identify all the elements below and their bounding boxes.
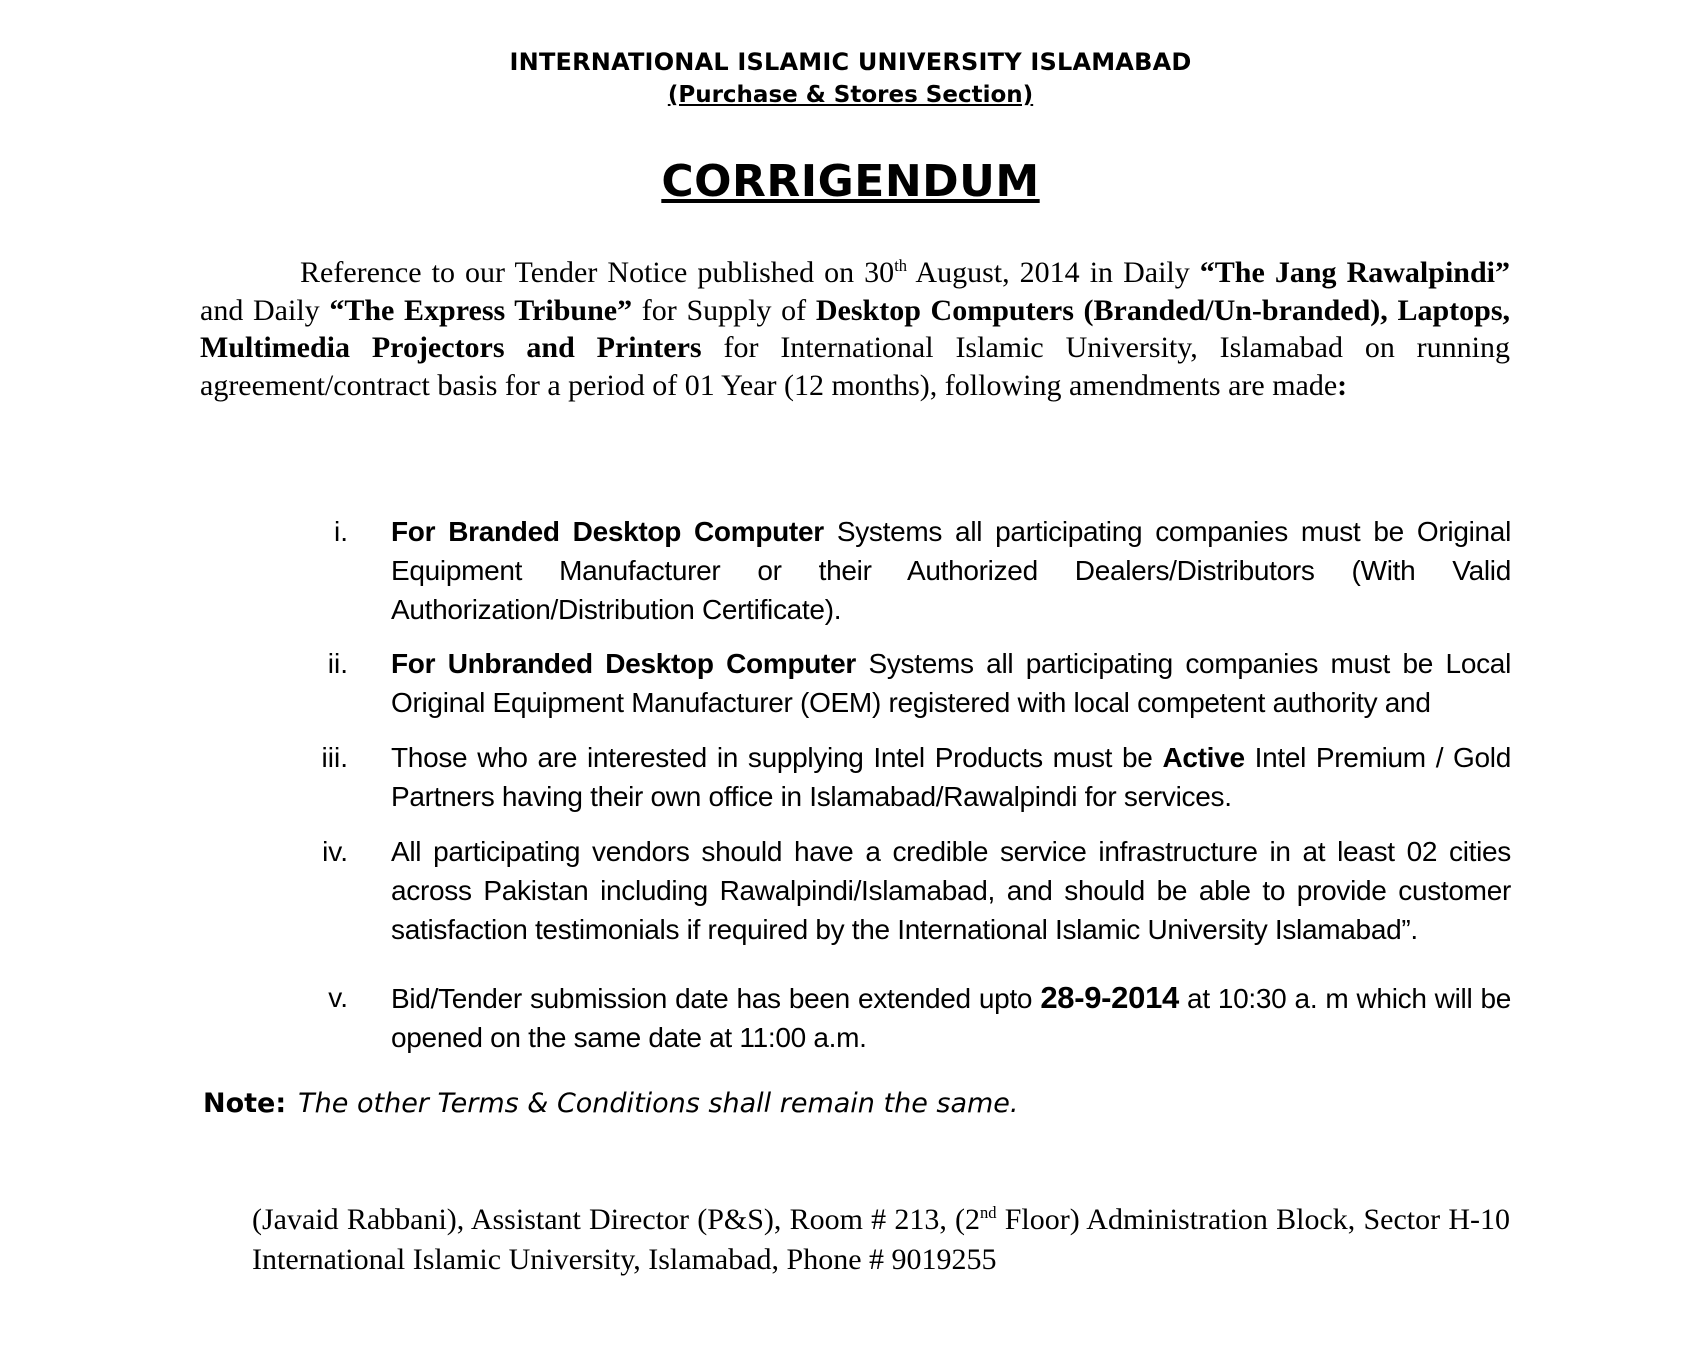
footer-text-1: (Javaid Rabbani), Assistant Director (P&S), Room # 213, (2 [252, 1203, 981, 1236]
university-name: INTERNATIONAL ISLAMIC UNIVERSITY ISLAMABAD [509, 48, 1192, 76]
tender-items: Desktop Computers (Branded/Un-branded), Laptops, Multimedia Projectors and Printers [200, 293, 1511, 364]
note-text: The other Terms & Conditions shall remain the same. [298, 1088, 1019, 1119]
amendment-bold: For Unbranded Desktop Computer [391, 648, 856, 679]
amendment-body: Systems all participating companies must be Original Equipment Manufacturer or their Authorized Dealers/Distributors (With Valid Authorization/Distribution Certificate). [391, 516, 1511, 625]
note [203, 1088, 1503, 1119]
amendment-number: v. [328, 982, 348, 1013]
footer-text-2: Floor) Administration Block, Sector H-10 International Islamic University, Islamabad, Phone # 9019255 [252, 1203, 1510, 1276]
newspaper-1: “The Jang Rawalpindi” [1199, 256, 1510, 289]
amendment-pre: Those who are interested in supplying Intel Products must be [391, 742, 1163, 773]
intro-colon: : [1337, 368, 1348, 402]
intro-text-3: and Daily [200, 293, 330, 327]
amendment-body: Intel Premium / Gold Partners having their own office in Islamabad/Rawalpindi for services. [391, 742, 1512, 812]
amendment-bold: Active [1162, 742, 1245, 773]
amendment-number: i. [334, 516, 348, 547]
note-label: Note: [203, 1088, 287, 1119]
amendment-body: Systems all participating companies must be Local Original Equipment Manufacturer (OEM) registered with local competent authority and [391, 648, 1511, 718]
submission-date: 28-9-2014 [1040, 980, 1179, 1015]
intro-text-2: August, 2014 in Daily [907, 256, 1200, 289]
amendment-text: All participating vendors should have a credible service infrastructure in at least 02 cities across Pakistan including Rawalpindi/Islamabad, and should be able to provide customer satisfaction testimonials if required by the International Islamic University Islamabad”. [391, 836, 1511, 945]
amendment-text [391, 978, 1511, 1057]
amendment-pre: Bid/Tender submission date has been extended upto [391, 983, 1041, 1014]
contact-footer [252, 1200, 1510, 1280]
amendment-number: iv. [322, 836, 348, 867]
intro-text-1: Reference to our Tender Notice published on 30 [300, 256, 895, 289]
amendment-text [391, 738, 1511, 816]
page-title: CORRIGENDUM [661, 156, 1040, 207]
amendment-body: at 10:30 a. m which will be opened on the same date at 11:00 a.m. [391, 983, 1512, 1053]
intro-paragraph [200, 254, 1510, 404]
footer-sup: nd [980, 1203, 997, 1222]
amendment-bold: For Branded Desktop Computer [391, 516, 824, 547]
amendment-number: iii. [321, 742, 348, 773]
amendment-text [391, 644, 1511, 722]
intro-text-5: for International Islamic University, Islamabad on running agreement/contract basis for a period of 01 Year (12 months), following amendments are made [200, 331, 1511, 402]
intro-text-4: for Supply of [632, 293, 816, 327]
amendment-number: ii. [327, 648, 348, 679]
amendment-text [391, 512, 1511, 629]
intro-sup: th [894, 256, 908, 275]
section-name: (Purchase & Stores Section) [667, 82, 1034, 108]
newspaper-2: “The Express Tribune” [329, 293, 633, 327]
